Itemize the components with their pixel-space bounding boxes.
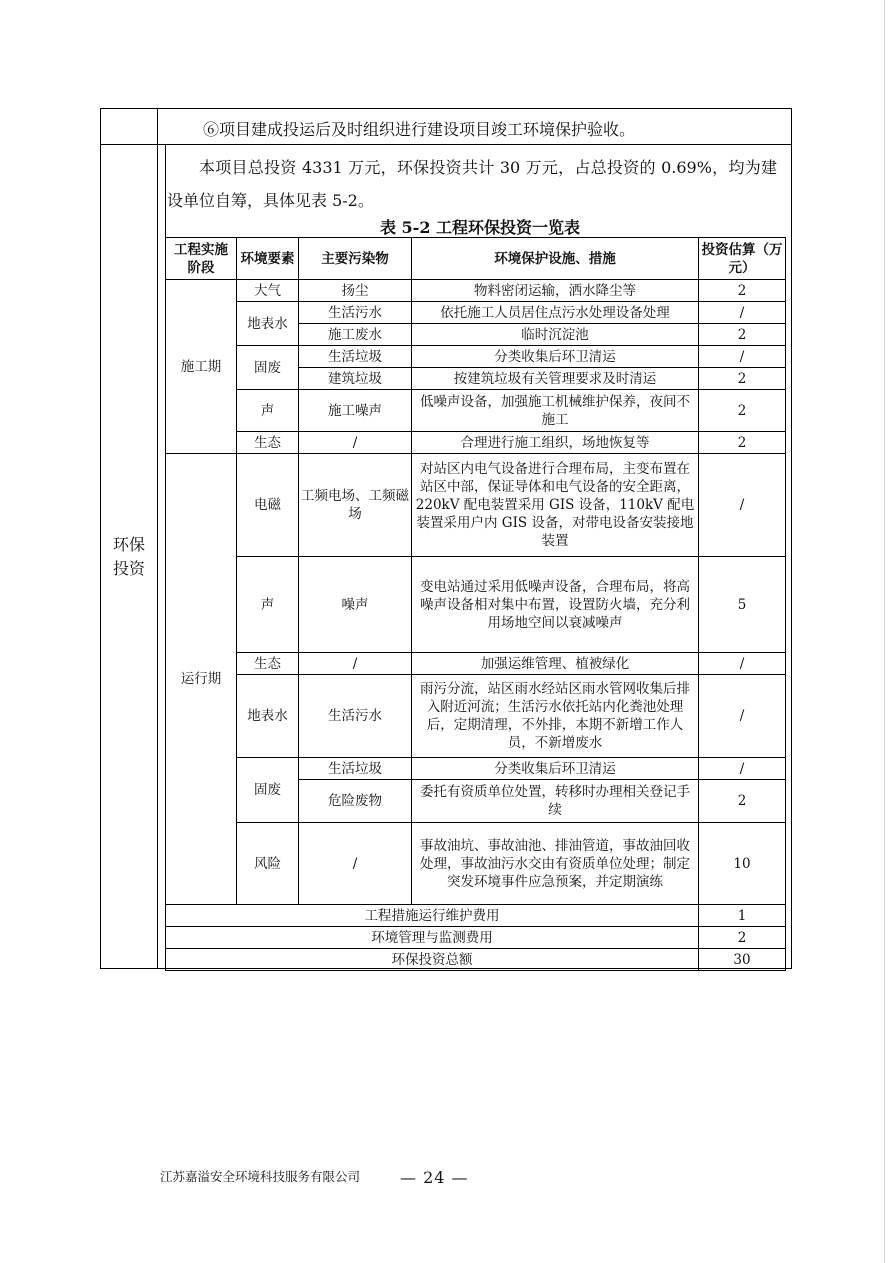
table-row: [166, 280, 786, 302]
cost-cell: /: [699, 302, 786, 324]
intro-line: ⑥项目建成投运后及时组织进行建设项目竣工环境保护验收。: [203, 120, 636, 139]
element-cell: 地表水: [237, 675, 299, 758]
header-pollutant: 主要污染物: [299, 238, 412, 280]
header-measure: 环境保护设施、措施: [412, 238, 699, 280]
table-row: [166, 390, 786, 432]
cost-cell: 2: [699, 368, 786, 390]
cost-cell: /: [699, 346, 786, 368]
measure-cell: 对站区内电气设备进行合理布局，主变布置在站区中部，保证导体和电气设备的安全距离，220kV 配电装置采用 GIS 设备，110kV 配电装置采用户内 GIS 设备，对带电设备安装接地装置: [412, 454, 699, 557]
summary-label: 环境管理与监测费用: [166, 927, 699, 949]
element-cell: 生态: [237, 653, 299, 675]
measure-cell: 雨污分流，站区雨水经站区雨水管网收集后排入附近河流；生活污水依托站内化粪池处理后，定期清理，不外排，本期不新增工作人员，不新增废水: [412, 675, 699, 758]
measure-cell: 低噪声设备，加强施工机械维护保养，夜间不施工: [412, 390, 699, 432]
element-cell: 声: [237, 390, 299, 432]
pollutant-cell: 建筑垃圾: [299, 368, 412, 390]
table-row: [166, 675, 786, 758]
investment-paragraph: 本项目总投资 4331 万元，环保投资共计 30 万元，占总投资的 0.69%，均为建设单位自筹，具体见表 5-2。: [167, 158, 777, 210]
measure-cell: 物料密闭运输，洒水降尘等: [412, 280, 699, 302]
element-cell: 固废: [237, 346, 299, 390]
measure-cell: 依托施工人员居住点污水处理设备处理: [412, 302, 699, 324]
pollutant-cell: /: [299, 823, 412, 905]
phase-cell: 运行期: [166, 454, 237, 905]
summary-label: 工程措施运行维护费用: [166, 905, 699, 927]
table-row: [166, 557, 786, 653]
row-divider: [101, 144, 791, 145]
pollutant-cell: 工频电场、工频磁场: [299, 454, 412, 557]
header-phase: 工程实施阶段: [166, 238, 237, 280]
cost-cell: /: [699, 675, 786, 758]
pollutant-cell: 施工废水: [299, 324, 412, 346]
cost-cell: 2: [699, 324, 786, 346]
pollutant-cell: 生活污水: [299, 675, 412, 758]
table-row: [166, 346, 786, 368]
pollutant-cell: /: [299, 432, 412, 454]
element-cell: 大气: [237, 280, 299, 302]
footer-company: 江苏嘉溢安全环境科技服务有限公司: [160, 1169, 361, 1184]
summary-label: 环保投资总额: [166, 949, 699, 971]
cost-cell: 10: [699, 823, 786, 905]
cost-cell: 2: [699, 432, 786, 454]
table-row: [166, 432, 786, 454]
header-cost: 投资估算（万元）: [699, 238, 786, 280]
cost-cell: /: [699, 454, 786, 557]
pollutant-cell: 危险废物: [299, 780, 412, 823]
measure-cell: 临时沉淀池: [412, 324, 699, 346]
cost-cell: 5: [699, 557, 786, 653]
table-row: [166, 302, 786, 324]
summary-row: [166, 905, 786, 927]
cost-cell: 2: [699, 390, 786, 432]
summary-row: [166, 949, 786, 971]
measure-cell: 按建筑垃圾有关管理要求及时清运: [412, 368, 699, 390]
measure-cell: 合理进行施工组织，场地恢复等: [412, 432, 699, 454]
phase-cell: 施工期: [166, 280, 237, 454]
element-cell: 声: [237, 557, 299, 653]
measure-cell: 变电站通过采用低噪声设备，合理布局，将高噪声设备相对集中布置，设置防火墙，充分利用场地空间以衰减噪声: [412, 557, 699, 653]
page-edge: [884, 0, 885, 1263]
investment-table-wrap: [165, 237, 785, 971]
document-frame: [100, 108, 792, 969]
table-row: [166, 454, 786, 557]
table-caption: 表 5-2 工程环保投资一览表: [379, 218, 581, 237]
cost-cell: /: [699, 653, 786, 675]
pollutant-cell: 施工噪声: [299, 390, 412, 432]
measure-cell: 分类收集后环卫清运: [412, 346, 699, 368]
measure-cell: 委托有资质单位处置，转移时办理相关登记手续: [412, 780, 699, 823]
pollutant-cell: 噪声: [299, 557, 412, 653]
element-cell: 地表水: [237, 302, 299, 346]
table-header-row: [166, 238, 786, 280]
cost-cell: /: [699, 758, 786, 780]
table-row: [166, 653, 786, 675]
summary-cost: 30: [699, 949, 786, 971]
measure-cell: 分类收集后环卫清运: [412, 758, 699, 780]
pollutant-cell: /: [299, 653, 412, 675]
footer-page-number: — 24 —: [400, 1168, 469, 1187]
element-cell: 风险: [237, 823, 299, 905]
measure-cell: 事故油坑、事故油池、排油管道，事故油回收处理，事故油污水交由有资质单位处理；制定突发环境事件应急预案，并定期演练: [412, 823, 699, 905]
column-divider: [157, 109, 158, 968]
side-label: [101, 533, 157, 581]
summary-cost: 1: [699, 905, 786, 927]
element-cell: 电磁: [237, 454, 299, 557]
header-element: 环境要素: [237, 238, 299, 280]
element-cell: 生态: [237, 432, 299, 454]
table-row: [166, 758, 786, 780]
side-label-text: 环保投资: [112, 535, 145, 578]
summary-row: [166, 927, 786, 949]
element-cell: 固废: [237, 758, 299, 823]
measure-cell: 加强运维管理、植被绿化: [412, 653, 699, 675]
summary-cost: 2: [699, 927, 786, 949]
pollutant-cell: 生活垃圾: [299, 346, 412, 368]
cost-cell: 2: [699, 780, 786, 823]
pollutant-cell: 扬尘: [299, 280, 412, 302]
table-row: [166, 823, 786, 905]
investment-table: [165, 237, 786, 971]
cost-cell: 2: [699, 280, 786, 302]
pollutant-cell: 生活污水: [299, 302, 412, 324]
pollutant-cell: 生活垃圾: [299, 758, 412, 780]
